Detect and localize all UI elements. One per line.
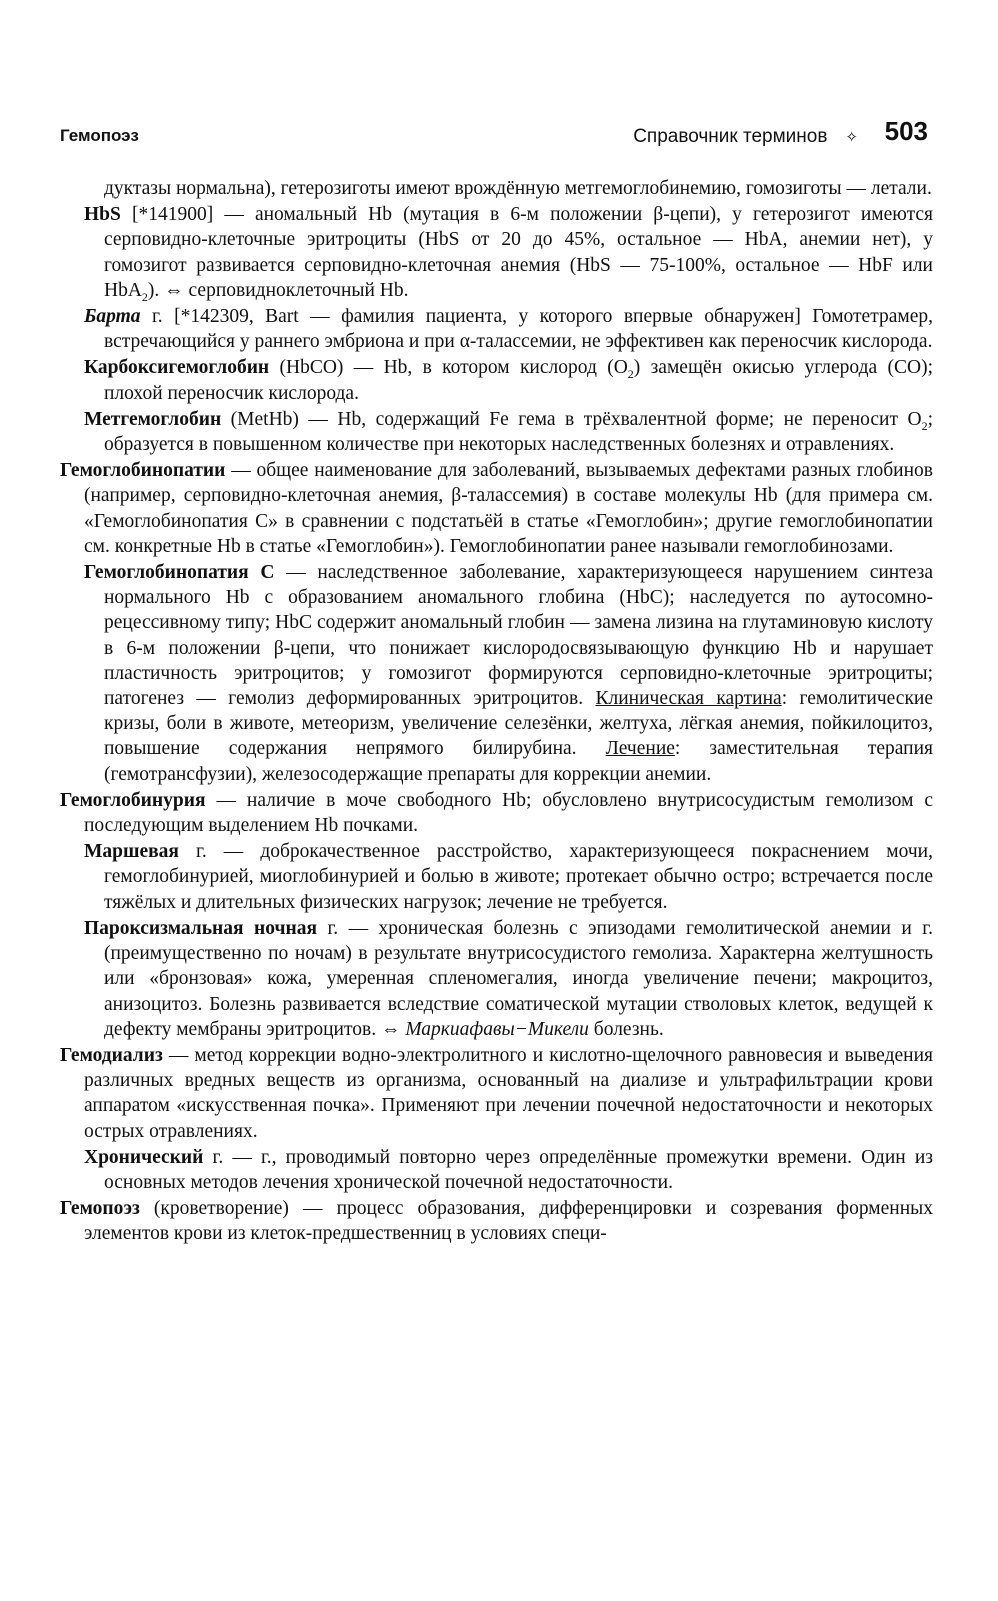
entry-chronic-dialysis — [60, 1145, 933, 1195]
book-section-title — [633, 126, 858, 148]
continuation-text: дуктазы нормальна), гетерозиготы имеют врождённую метгемоглобинемию, гомозиготы — летали. — [104, 178, 932, 199]
entry-pnh — [60, 916, 933, 1042]
term-pnh: Пароксизмальная ночная — [84, 917, 318, 939]
term-hemoglobinopathies: Гемоглобинопатии — [60, 460, 226, 482]
term-march: Маршевая — [84, 841, 179, 863]
methb-text-2: ; образуется в повышенном количестве при некоторых наследственных болезнях и отравлениях. — [104, 408, 933, 456]
term-hbs: HbS — [84, 204, 121, 226]
entry-hemopoiesis — [60, 1196, 933, 1246]
term-hemopoiesis: Гемопоэз — [60, 1198, 140, 1220]
hemoglobinuria-text: — наличие в моче свободного Hb; обусловлено внутрисосудистым гемолизом с последующим выделением Hb почками. — [84, 789, 933, 837]
hemopoiesis-text: (кроветворение) — процесс образования, дифференцировки и созревания форменных элементов крови из клеток-предшественниц в условиях специ- — [84, 1198, 933, 1245]
methb-text-1: (MetHb) — Hb, содержащий Fe гема в трёхвалентной форме; не переносит O — [221, 408, 922, 430]
carboxy-text-2: ) замещён окисью углерода (CO); плохой переносчик кислорода. — [104, 357, 933, 404]
term-carboxyhemoglobin: Карбоксигемоглобин — [84, 357, 270, 379]
entry-hemoglobinuria — [60, 788, 933, 838]
dialysis-text: — метод коррекции водно-электролитного и кислотно-щелочного равновесия и выведения различных вредных веществ из организма, основанный на диализе и ультрафильтрации крови аппаратом «искусственная почка». Применяют при лечении почечной недостаточности и некоторых острых отравлениях. — [84, 1044, 933, 1142]
hbs-subscript: 2 — [141, 289, 148, 304]
entry-hbs — [60, 202, 933, 303]
page-body — [60, 176, 933, 1248]
march-text: г. — доброкачественное расстройство, характеризующееся покраснением мочи, гемоглобинурией, миоглобинурией и болью в животе; протекает обычно остро; встречается после тяжёлых и длительных физических нагрузок; лечение не требуется. — [104, 841, 933, 913]
running-header — [60, 116, 928, 156]
term-hemoglobinopathy-c: Гемоглобинопатия C — [84, 562, 275, 584]
pnh-text-2: болезнь. — [588, 1018, 664, 1040]
page-number: 503 — [884, 116, 928, 146]
hbc-text-3: : заместительная терапия (гемотрансфузии), железосодержащие препараты для коррекции анемии. — [104, 738, 933, 785]
chronic-text: г. — г., проводимый повторно через определённые промежутки времени. Один из основных методов лечения хронической почечной недостаточности. — [104, 1146, 933, 1193]
entry-hemodialysis — [60, 1043, 933, 1144]
term-hemodialysis: Гемодиализ — [60, 1044, 163, 1066]
term-methemoglobin: Метгемоглобин — [84, 408, 222, 430]
running-title: Гемопоэз — [60, 126, 139, 145]
hbc-text-1: — наследственное заболевание, характеризующееся нарушением синтеза нормального Hb с образованием аномального глобина (HbC); наследуется по аутосомно-рецессивному типу; HbC содержит аномальный глобин — замена лизина на глутаминовую кислоту в 6-м положении β-цепи, что понижает кислородосвязывающую функцию Hb и нарушает пластичность эритроцитов; у гомозигот формируются серповидно-клеточные эритроциты; патогенез — гемолиз деформированных эритроцитов. — [104, 562, 933, 710]
entry-methemoglobin — [60, 407, 933, 457]
clinical-picture-label: Клиническая картина — [595, 688, 782, 710]
pnh-text-1: г. — хроническая болезнь с эпизодами гемолитической анемии и г. (преимущественно по ночам) в результате внутрисосудистого гемолиза. Характерна желтушность или «бронзовая» кожа, умеренная спленомегалия, иногда увеличение печени; макроцитоз, анизоцитоз. Болезнь развивается вследствие соматической мутации стволовых клеток, ведущей к дефекту мембраны эритроцитов. ⇔ — [104, 917, 933, 1040]
pnh-eponym: Маркиафавы−Микели — [405, 1018, 589, 1040]
section-title-text: Справочник терминов — [633, 126, 828, 147]
entry-march-hemoglobinuria — [60, 839, 933, 915]
hemoglobinopathies-text: — общее наименование для заболеваний, вызываемых дефектами разных глобинов (например, серповидно-клеточная анемия, β-талассемия) в составе молекулы Hb (для примера см. «Гемоглобинопатия C» в сравнении с подстатьёй в статье «Гемоглобин»; другие гемоглобинопатии см. конкретные Hb в статье «Гемоглобин»). Гемоглобинопатии ранее называли гемоглобинозами. — [84, 460, 933, 557]
entry-hemoglobinopathies — [60, 458, 933, 559]
barta-text: г. [*142309, Bart — фамилия пациента, у которого впервые обнаружен] Гомотетрамер, встречающийся у раннего эмбриона и при α-талассемии, не эффективен как переносчик кислорода. — [104, 306, 933, 353]
entry-hemoglobinopathy-c — [60, 560, 933, 787]
continuation-paragraph — [60, 176, 933, 201]
carboxy-text-1: (HbCO) — Hb, в котором кислород (O — [269, 357, 628, 379]
diamond-icon: ✧ — [845, 129, 858, 146]
hbc-text-2: : гемолитические кризы, боли в животе, метеоризм, увеличение селезёнки, желтуха, лёгкая анемия, пойкилоцитоз, повышение содержания непрямого билирубина. — [104, 688, 934, 760]
term-hemoglobinuria: Гемоглобинурия — [60, 789, 206, 811]
entry-carboxyhemoglobin — [60, 355, 933, 405]
term-barta: Барта — [84, 306, 141, 328]
entry-barta — [60, 304, 933, 354]
methb-subscript: 2 — [921, 418, 928, 433]
hbs-text-1: [*141900] — аномальный Hb (мутация в 6-м положении β-цепи), у гетерозигот имеются серповидно-клеточные эритроциты (HbS от 20 до 45%, остальное — HbA, анемии нет), у гомозигот развивается серповидно-клеточная анемия (HbS — 75-100%, остальное — HbF или HbA — [104, 204, 933, 301]
carboxy-subscript: 2 — [627, 367, 634, 382]
hbs-text-2: ). ⇔ серповидноклеточный Hb. — [147, 279, 409, 301]
treatment-label: Лечение — [605, 738, 675, 760]
term-chronic: Хронический — [84, 1146, 204, 1168]
